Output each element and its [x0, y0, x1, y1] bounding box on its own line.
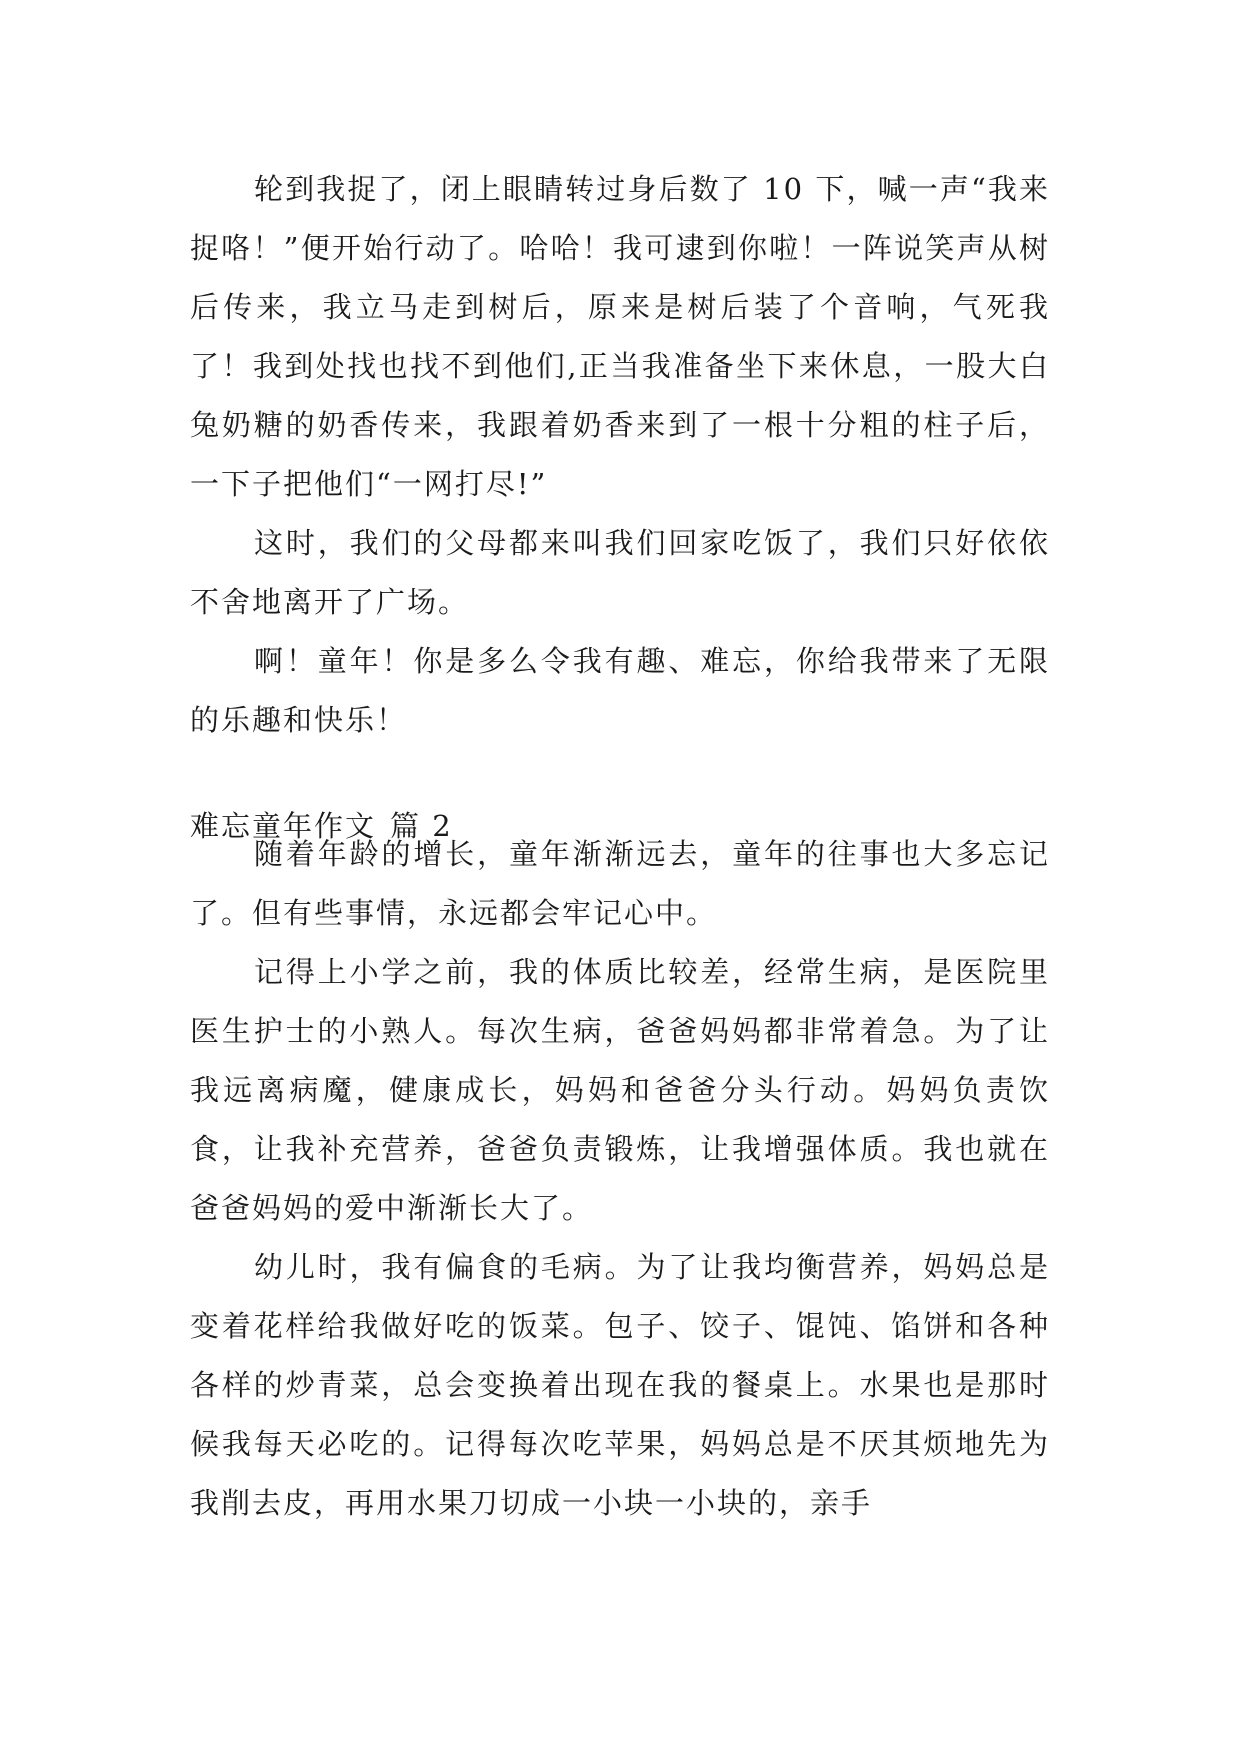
- section-1-body: [190, 160, 1050, 750]
- paragraph: 幼儿时，我有偏食的毛病。为了让我均衡营养，妈妈总是变着花样给我做好吃的饭菜。包子、饺子、馄饨、馅饼和各种各样的炒青菜，总会变换着出现在我的餐桌上。水果也是那时候我每天必吃的。记得每次吃苹果，妈妈总是不厌其烦地先为我削去皮，再用水果刀切成一小块一小块的，亲手: [190, 1250, 1050, 1520]
- paragraph: 轮到我捉了，闭上眼睛转过身后数了 10 下，喊一声“我来捉咯！”便开始行动了。哈哈！我可逮到你啦！一阵说笑声从树后传来，我立马走到树后，原来是树后装了个音响，气死我了！我到处找也找不到他们,正当我准备坐下来休息，一股大白兔奶糖的奶香传来，我跟着奶香来到了一根十分粗的柱子后，一下子把他们“一网打尽!”: [190, 172, 1050, 501]
- paragraph: 记得上小学之前，我的体质比较差，经常生病，是医院里医生护士的小熟人。每次生病，爸爸妈妈都非常着急。为了让我远离病魔，健康成长，妈妈和爸爸分头行动。妈妈负责饮食，让我补充营养，爸爸负责锻炼，让我增强体质。我也就在爸爸妈妈的爱中渐渐长大了。: [190, 955, 1050, 1225]
- section-title: 难忘童年作文: [190, 809, 377, 843]
- section-part-label: 篇 2: [390, 809, 453, 843]
- paragraph: 啊！童年！你是多么令我有趣、难忘，你给我带来了无限的乐趣和快乐！: [190, 644, 1050, 737]
- paragraph: 随着年龄的增长，童年渐渐远去，童年的往事也大多忘记了。但有些事情，永远都会牢记心中。: [190, 837, 1050, 930]
- paragraph: 这时，我们的父母都来叫我们回家吃饭了，我们只好依依不舍地离开了广场。: [190, 526, 1050, 619]
- section-2-body: [190, 825, 1050, 1533]
